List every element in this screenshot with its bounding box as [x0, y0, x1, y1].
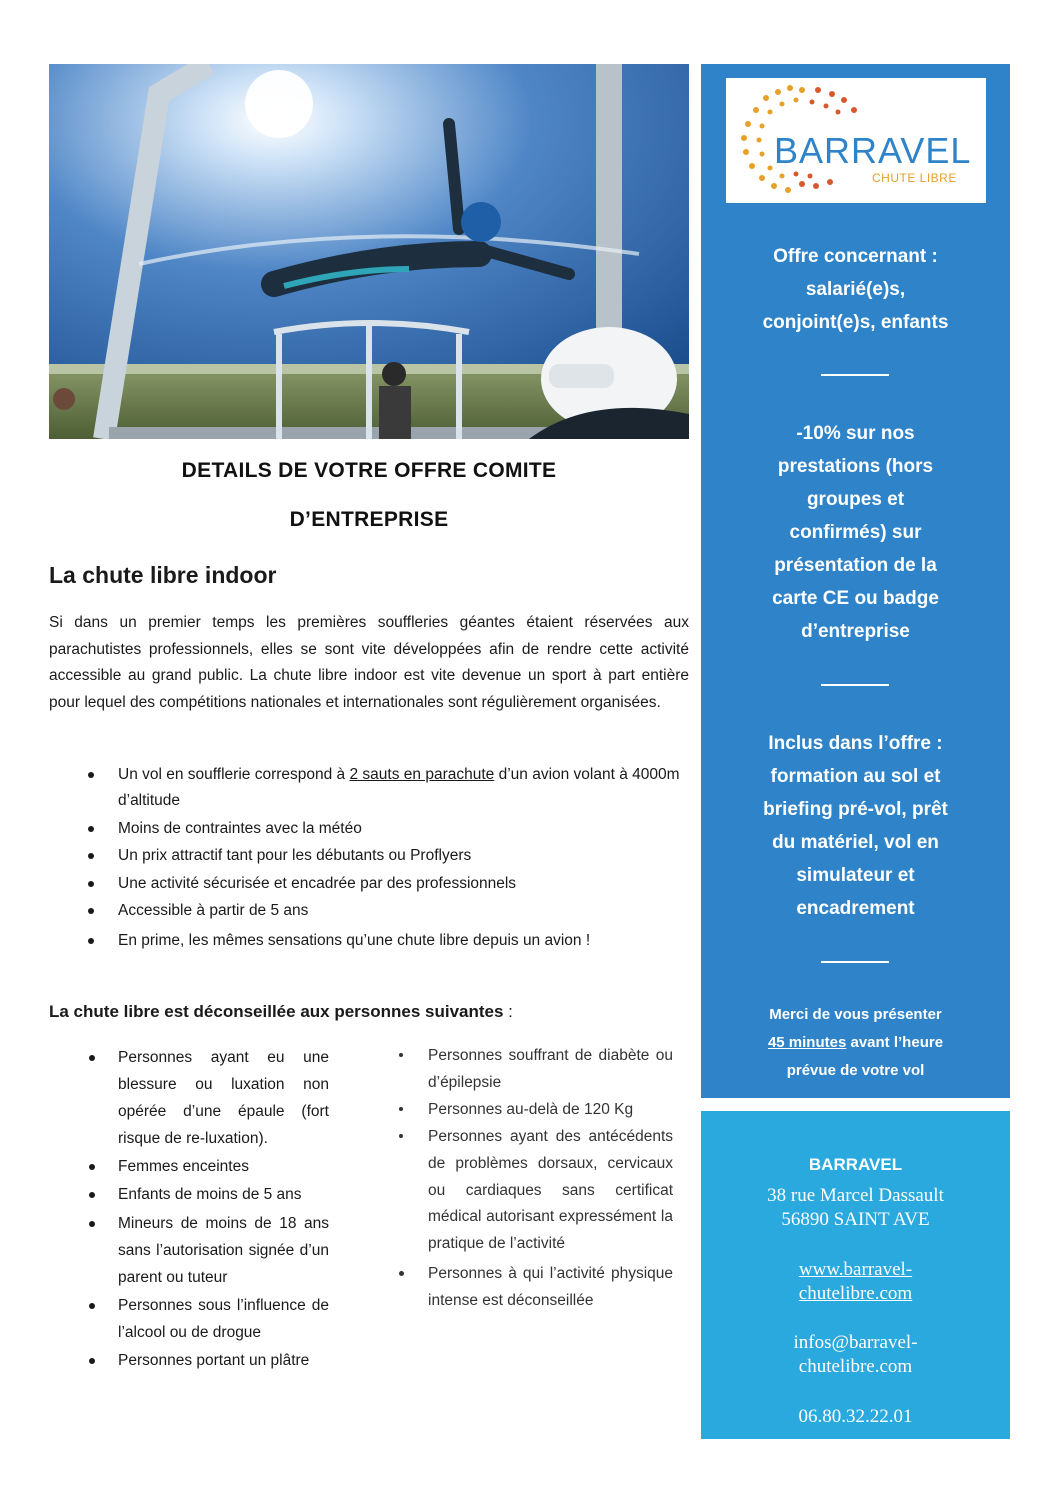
phone-number: 06.80.32.22.01 — [798, 1406, 913, 1427]
offer-sidebar — [701, 64, 1010, 1098]
list-item: Personnes souffrant de diabète ou d’épilepsie — [428, 1043, 673, 1097]
email-link[interactable]: infos@barravel- chutelibre.com — [793, 1332, 918, 1377]
divider — [821, 374, 889, 376]
contraindications-list-right — [428, 1043, 673, 1315]
list-item: En prime, les mêmes sensations qu’une chute libre depuis un avion ! — [79, 928, 699, 954]
contact-box — [701, 1111, 1010, 1439]
contraindications-list-left — [118, 1045, 329, 1376]
list-item: Un vol en soufflerie correspond à 2 sauts en parachute d’un avion volant à 4000m d’altitude — [79, 762, 699, 814]
logo — [726, 78, 986, 203]
list-item: Personnes sous l’influence de l’alcool ou de drogue — [118, 1293, 329, 1347]
included-services: Inclus dans l’offre : formation au sol et briefing pré-vol, prêt du matériel, vol en simulateur et encadrement — [763, 733, 948, 919]
arrival-time-highlight: 45 minutes — [767, 1034, 847, 1051]
page-title-continued: D’ENTREPRISE — [289, 508, 449, 531]
list-item: Personnes au-delà de 120 Kg — [428, 1097, 673, 1124]
list-item: Moins de contraintes avec la météo — [79, 816, 699, 842]
page-title: DETAILS DE VOTRE OFFRE COMITE — [181, 459, 557, 482]
jumps-link: 2 sauts en parachute — [349, 766, 495, 783]
list-item: Accessible à partir de 5 ans — [79, 898, 699, 924]
divider — [821, 961, 889, 963]
website-link[interactable]: www.barravel- chutelibre.com — [798, 1259, 913, 1304]
discount-offer: -10% sur nos prestations (hors groupes et confirmés) sur présentation de la carte CE ou badge d’entreprise — [772, 423, 939, 642]
company-name: BARRAVEL — [808, 1155, 903, 1174]
list-item: Enfants de moins de 5 ans — [118, 1182, 329, 1209]
logo-tagline: CHUTE LIBRE — [872, 171, 957, 185]
contraindications-heading: La chute libre est déconseillée aux personnes suivantes : — [49, 1002, 513, 1021]
list-item: Mineurs de moins de 18 ans sans l’autorisation signée d’un parent ou tuteur — [118, 1211, 329, 1292]
section-heading: La chute libre indoor — [49, 562, 277, 588]
benefits-list — [79, 762, 699, 956]
list-item: Personnes ayant eu une blessure ou luxation non opérée d’une épaule (fort risque de re-luxation). — [118, 1045, 329, 1153]
offer-audience: Offre concernant : salarié(e)s, conjoint(e)s, enfants — [762, 246, 949, 333]
list-item: Personnes ayant des antécédents de problèmes dorsaux, cervicaux ou cardiaques sans certificat médical autorisant expressément la pratique de l’activité — [428, 1124, 673, 1259]
list-item: Personnes à qui l’activité physique intense est déconseillée — [428, 1261, 673, 1315]
hero-photo — [49, 64, 689, 439]
arrival-note: Merci de vous présenter 45 minutes avant l’heure prévue de votre vol — [767, 1006, 944, 1079]
divider — [821, 684, 889, 686]
address: 38 rue Marcel Dassault 56890 SAINT AVE — [767, 1185, 944, 1230]
list-item: Une activité sécurisée et encadrée par des professionnels — [79, 871, 699, 897]
wind-tunnel-photo — [49, 64, 689, 439]
list-item: Femmes enceintes — [118, 1154, 329, 1181]
intro-paragraph: Si dans un premier temps les premières souffleries géantes étaient réservées aux parachutistes professionnels, elles se sont vite développées afin de rendre cette activité accessible au grand public. La chute libre indoor est vite devenue un sport à part entière pour lequel des compétitions nationales et internationales sont régulièrement organisées. — [49, 614, 689, 711]
logo-wordmark: BARRAVEL — [774, 130, 972, 171]
list-item: Un prix attractif tant pour les débutants ou Proflyers — [79, 843, 699, 869]
list-item: Personnes portant un plâtre — [118, 1348, 329, 1375]
